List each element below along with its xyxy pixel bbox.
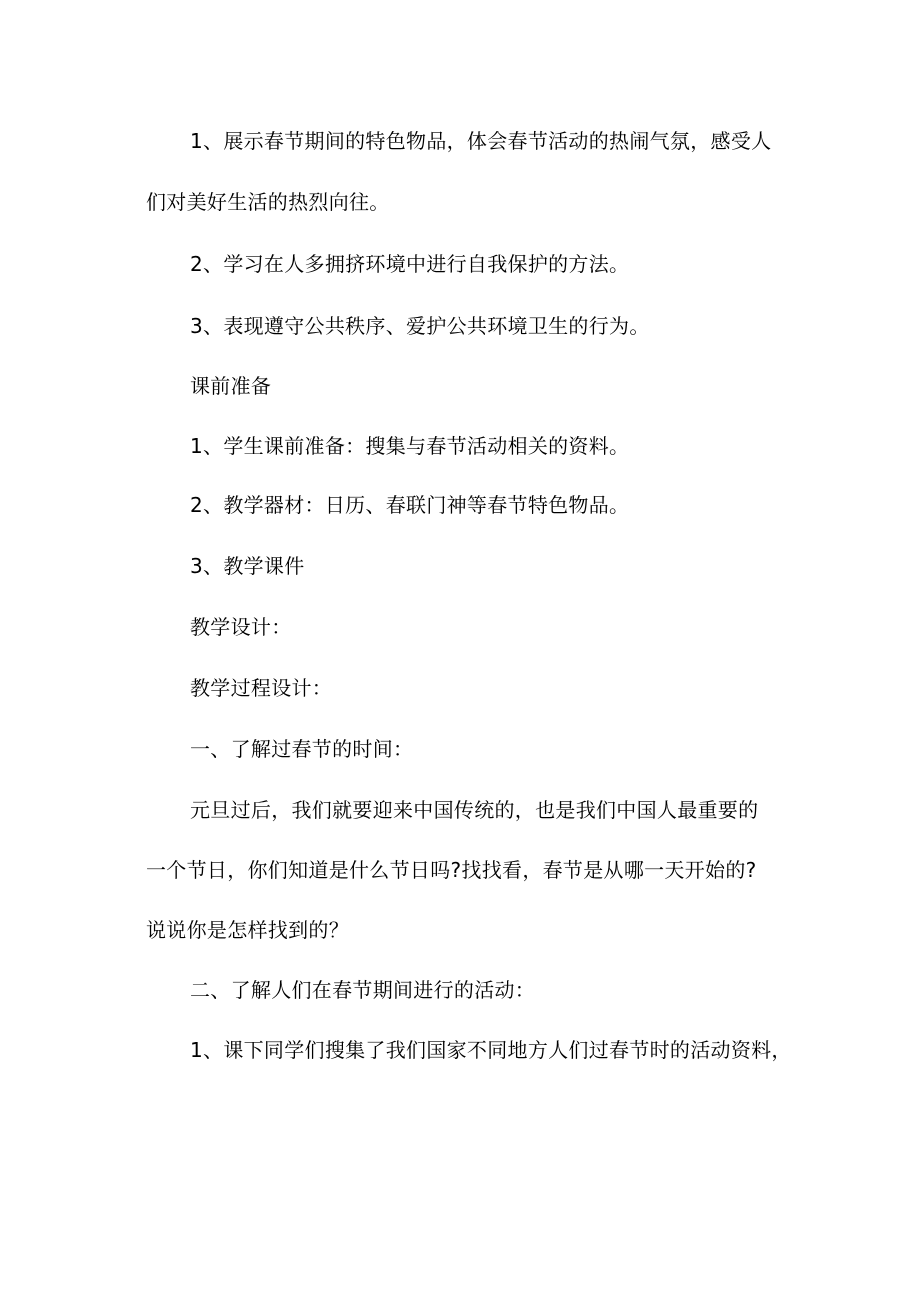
section-heading-process: 教学过程设计： [190,676,333,700]
goal-2: 2、学习在人多拥挤环境中进行自我保护的方法。 [190,252,630,276]
goal-1-line-1: 1、展示春节期间的特色物品，体会春节活动的热闹气氛，感受人 [190,129,772,153]
section-heading-design: 教学设计： [190,615,292,639]
step-1-paragraph-line-3: 说说你是怎样找到的？ [146,918,349,942]
step-1-paragraph-line-2: 一个节日，你们知道是什么节日吗?找找看，春节是从哪一天开始的? [146,858,757,882]
goal-3: 3、表现遵守公共秩序、爱护公共环境卫生的行为。 [190,314,650,338]
preparation-item-3: 3、教学课件 [190,554,305,578]
step-1-heading: 一、了解过春节的时间： [190,737,414,761]
preparation-item-2: 2、教学器材：日历、春联门神等春节特色物品。 [190,493,630,517]
section-heading-preparation: 课前准备 [190,374,272,398]
step-1-paragraph-line-1: 元旦过后，我们就要迎来中国传统的，也是我们中国人最重要的 [190,798,759,822]
goal-1-line-2: 们对美好生活的热烈向往。 [146,190,390,214]
preparation-item-1: 1、学生课前准备：搜集与春节活动相关的资料。 [190,434,630,458]
step-2-heading: 二、了解人们在春节期间进行的活动： [190,978,536,1002]
step-2-item-1: 1、课下同学们搜集了我们国家不同地方人们过春节时的活动资料， [190,1038,792,1062]
